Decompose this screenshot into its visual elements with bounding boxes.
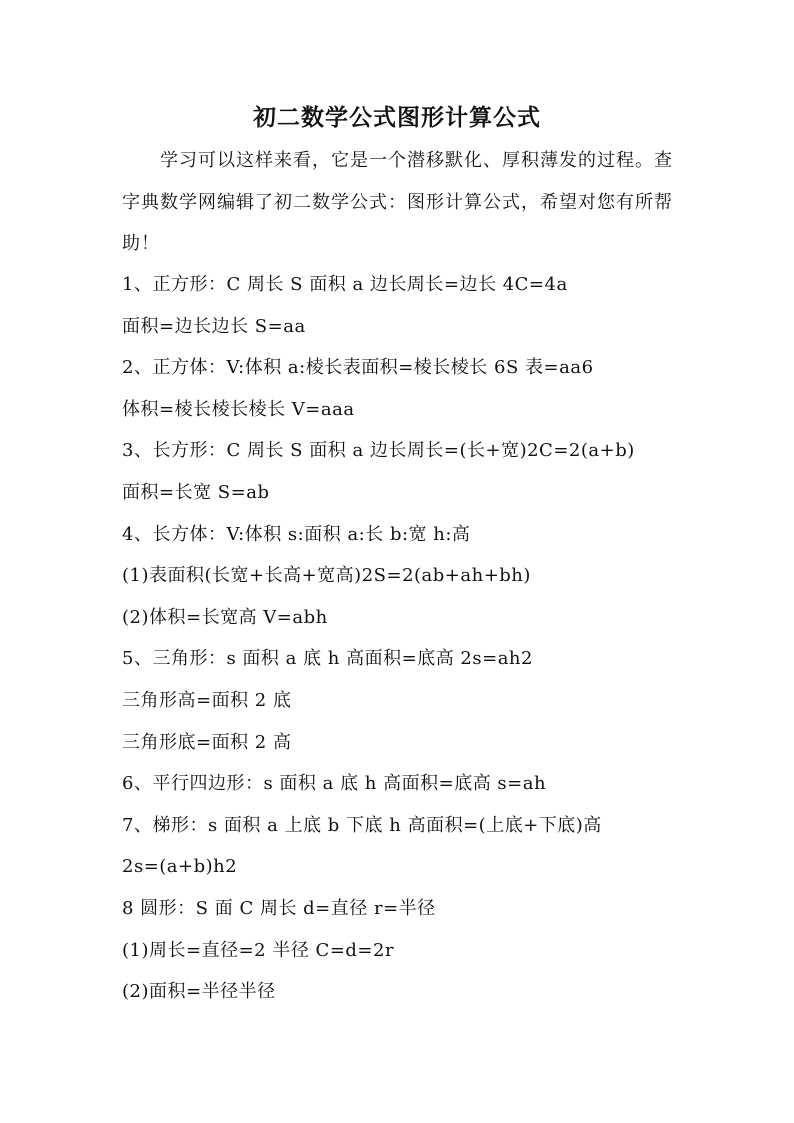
formula-line-10: 5、三角形：s 面积 a 底 h 高面积=底高 2s=ah2 — [122, 648, 533, 670]
document-title: 初二数学公式图形计算公式 — [253, 104, 541, 131]
formula-line-6: 面积=长宽 S=ab — [122, 481, 270, 503]
formula-line-18: (2)面积=半径半径 — [122, 981, 276, 1003]
formula-line-1: 1、正方形：C 周长 S 面积 a 边长周长=边长 4C=4a — [122, 274, 568, 295]
formula-line-14: 7、梯形：s 面积 a 上底 b 下底 h 高面积=(上底+下底)高 — [122, 814, 602, 836]
formula-line-4: 体积=棱长棱长棱长 V=aaa — [122, 398, 355, 420]
formula-line-7: 4、长方体：V:体积 s:面积 a:长 b:宽 h:高 — [122, 523, 471, 545]
formula-line-8: (1)表面积(长宽+长高+宽高)2S=2(ab+ah+bh) — [122, 565, 531, 587]
formula-line-9: (2)体积=长宽高 V=abh — [122, 606, 328, 628]
formula-line-15: 2s=(a+b)h2 — [122, 856, 238, 878]
formula-line-11: 三角形高=面积 2 底 — [122, 689, 292, 711]
formula-list — [122, 264, 682, 1013]
formula-line-3: 2、正方体：V:体积 a:棱长表面积=棱长棱长 6S 表=aa6 — [122, 357, 594, 379]
intro-paragraph: 学习可以这样来看，它是一个潜移默化、厚积薄发的过程。查字典数学网编辑了初二数学公式：图形计算公式，希望对您有所帮助！ — [122, 150, 673, 254]
formula-line-5: 3、长方形：C 周长 S 面积 a 边长周长=(长+宽)2C=2(a+b) — [122, 440, 635, 462]
formula-line-13: 6、平行四边形：s 面积 a 底 h 高面积=底高 s=ah — [122, 773, 547, 795]
formula-line-2: 面积=边长边长 S=aa — [122, 315, 306, 337]
formula-line-12: 三角形底=面积 2 高 — [122, 731, 292, 753]
formula-line-17: (1)周长=直径=2 半径 C=d=2r — [122, 939, 395, 961]
formula-line-16: 8 圆形：S 面 C 周长 d=直径 r=半径 — [122, 897, 436, 919]
